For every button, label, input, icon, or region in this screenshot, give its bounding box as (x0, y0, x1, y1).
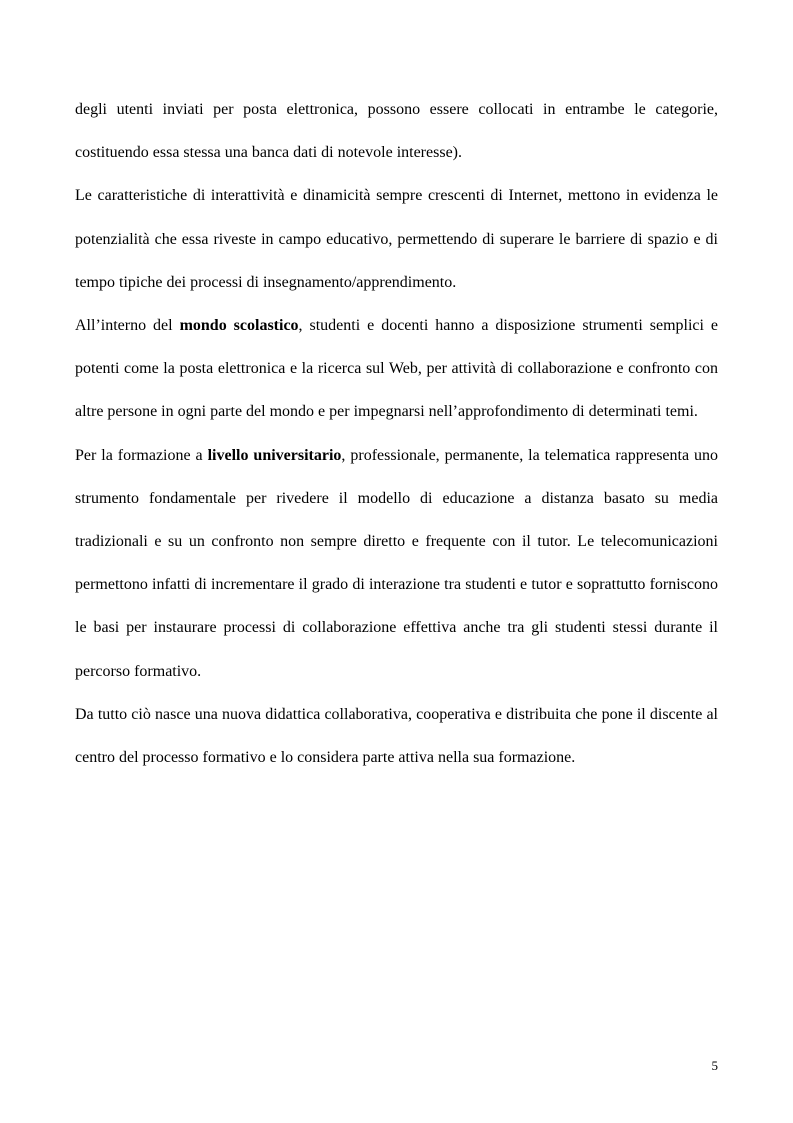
document-body (75, 88, 718, 779)
paragraph-text: Le caratteristiche di interattività e dinamicità sempre crescenti di Internet, mettono in evidenza le potenzialità che essa riveste in campo educativo, permettendo di superare le barriere di spazio e di tempo tipiche dei processi di insegnamento/apprendimento. (75, 187, 718, 291)
paragraph-university-level (75, 434, 718, 693)
paragraph-school-world (75, 304, 718, 434)
paragraph-text: Da tutto ciò nasce una nuova didattica collaborativa, cooperativa e distribuita che pone il discente al centro del processo formativo e lo considera parte attiva nella sua formazione. (75, 705, 718, 767)
paragraph-collaborative-didactics (75, 693, 718, 779)
bold-term-school-world: mondo scolastico (179, 317, 299, 335)
paragraph-text: All’interno del (75, 317, 180, 335)
paragraph-internet-interactivity (75, 174, 718, 304)
paragraph-continuation (75, 88, 718, 174)
paragraph-text: , studenti e docenti hanno a disposizione strumenti semplici e potenti come la posta elettronica e la ricerca sul Web, per attività di collaborazione e confronto con altre persone in ogni parte del mondo e per impegnarsi nell’approfondimento di determinati temi. (75, 317, 719, 421)
bold-term-university-level: livello universitario (207, 446, 342, 464)
paragraph-text: Per la formazione a (75, 446, 208, 464)
paragraph-text: , professionale, permanente, la telematica rappresenta uno strumento fondamentale per rivedere il modello di educazione a distanza basato su media tradizionali e su un confronto non sempre diretto e frequente con il tutor. Le telecomunicazioni permettono infatti di incrementare il grado di interazione tra studenti e tutor e soprattutto forniscono le basi per instaurare processi di collaborazione effettiva anche tra gli studenti stessi durante il percorso formativo. (75, 446, 719, 680)
page-number: 5 (711, 1058, 718, 1073)
paragraph-text: degli utenti inviati per posta elettronica, possono essere collocati in entrambe le categorie, costituendo essa stessa una banca dati di notevole interesse). (75, 101, 718, 162)
